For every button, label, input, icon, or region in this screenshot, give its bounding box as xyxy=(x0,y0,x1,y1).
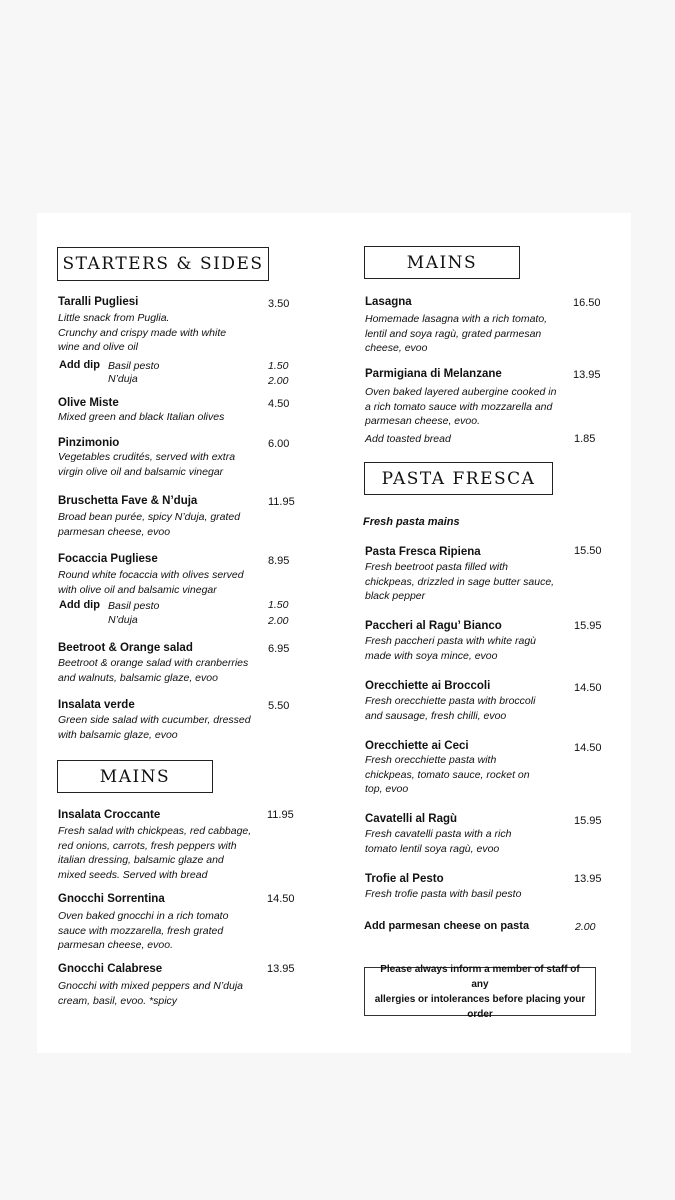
menu-item-name: Orecchiette ai Ceci xyxy=(365,740,469,752)
allergy-notice: Please always inform a member of staff of any allergies or intolerances before placing your order xyxy=(364,967,596,1016)
menu-item-description: Little snack from Puglia. Crunchy and crispy made with white wine and olive oil xyxy=(58,312,227,353)
menu-item-description: Green side salad with cucumber, dressed with balsamic glaze, evoo xyxy=(58,714,251,741)
menu-item-name: Olive Miste xyxy=(58,397,119,409)
menu-item-price: 14.50 xyxy=(574,742,602,754)
menu-item-description: Broad bean purée, spicy N’duja, grated parmesan cheese, evoo xyxy=(58,511,241,538)
dip-option: N’duja xyxy=(108,373,138,385)
dip-option: Basil pesto xyxy=(108,600,160,612)
dip-price: 2.00 xyxy=(268,375,289,387)
pasta-header: PASTA FRESCA xyxy=(364,462,553,495)
menu-item-description: Fresh cavatelli pasta with a rich tomato lentil soya ragù, evoo xyxy=(365,828,512,855)
dip-price: 1.50 xyxy=(268,360,289,372)
menu-item-name: Orecchiette ai Broccoli xyxy=(365,680,491,692)
menu-item-price: 11.95 xyxy=(268,496,295,508)
menu-item-description: Round white focaccia with olives served with olive oil and balsamic vinegar xyxy=(58,569,244,596)
menu-item-price: 6.95 xyxy=(268,643,290,655)
menu-item-name: Lasagna xyxy=(365,296,412,308)
dip-price: 2.00 xyxy=(268,615,289,627)
menu-item-name: Paccheri al Ragu’ Bianco xyxy=(365,620,502,632)
menu-item-price: 6.00 xyxy=(268,438,290,450)
menu-item-description: Gnocchi with mixed peppers and N’duja cream, basil, evoo. *spicy xyxy=(58,980,244,1007)
addon-bread-price: 1.85 xyxy=(574,433,596,445)
dip-option: Basil pesto xyxy=(108,360,160,372)
menu-item-price: 8.95 xyxy=(268,555,290,567)
dip-label: Add dip xyxy=(59,359,100,371)
menu-item-description: Fresh trofie pasta with basil pesto xyxy=(365,888,522,900)
menu-item-description: Homemade lasagna with a rich tomato, lentil and soya ragù, grated parmesan cheese, evoo xyxy=(365,313,548,354)
menu-item-description: Fresh beetroot pasta filled with chickpeas, drizzled in sage butter sauce, black pepper xyxy=(365,561,555,602)
menu-item-description: Oven baked gnocchi in a rich tomato sauce with mozzarella, fresh grated parmesan cheese, evoo. xyxy=(58,910,229,951)
menu-item-price: 15.95 xyxy=(574,815,602,827)
menu-item-name: Parmigiana di Melanzane xyxy=(365,368,502,380)
pasta-subtitle: Fresh pasta mains xyxy=(363,516,460,528)
dip-price: 1.50 xyxy=(268,599,289,611)
menu-item-name: Gnocchi Sorrentina xyxy=(58,893,165,905)
menu-item-price: 5.50 xyxy=(268,700,290,712)
menu-item-price: 13.95 xyxy=(573,369,601,381)
menu-item-price: 14.50 xyxy=(574,682,602,694)
addon-parmesan-price: 2.00 xyxy=(575,921,596,933)
dip-label: Add dip xyxy=(59,599,100,611)
menu-item-name: Beetroot & Orange salad xyxy=(58,642,193,654)
menu-item-description: Fresh salad with chickpeas, red cabbage, red onions, carrots, fresh peppers with italian dressing, balsamic glaze and mixed seeds. Served with bread xyxy=(58,825,252,881)
menu-item-description: Mixed green and black Italian olives xyxy=(58,411,225,423)
addon-bread-label: Add toasted bread xyxy=(365,433,451,445)
menu-item-price: 15.95 xyxy=(574,620,602,632)
menu-item-description: Fresh paccheri pasta with white ragù made with soya mince, evoo xyxy=(365,635,536,662)
menu-item-description: Beetroot & orange salad with cranberries and walnuts, balsamic glaze, evoo xyxy=(58,657,249,684)
mains-left-header: MAINS xyxy=(57,760,213,793)
menu-item-description: Fresh orecchiette pasta with chickpeas, tomato sauce, rocket on top, evoo xyxy=(365,754,530,795)
menu-item-name: Taralli Pugliesi xyxy=(58,296,139,308)
menu-item-name: Focaccia Pugliese xyxy=(58,553,158,565)
starters-header: STARTERS & SIDES xyxy=(57,247,269,281)
menu-item-description: Vegetables crudités, served with extra virgin olive oil and balsamic vinegar xyxy=(58,451,236,478)
menu-item-price: 4.50 xyxy=(268,398,290,410)
menu-item-name: Trofie al Pesto xyxy=(365,873,444,885)
menu-item-price: 13.95 xyxy=(574,873,602,885)
menu-item-description: Fresh orecchiette pasta with broccoli and sausage, fresh chilli, evoo xyxy=(365,695,536,722)
mains-right-header: MAINS xyxy=(364,246,520,279)
menu-item-name: Pinzimonio xyxy=(58,437,120,449)
menu-item-name: Pasta Fresca Ripiena xyxy=(365,546,481,558)
menu-item-name: Insalata verde xyxy=(58,699,135,711)
menu-item-price: 16.50 xyxy=(573,297,601,309)
menu-item-price: 15.50 xyxy=(574,545,602,557)
menu-item-price: 14.50 xyxy=(267,893,295,905)
menu-item-name: Gnocchi Calabrese xyxy=(58,963,163,975)
menu-item-price: 11.95 xyxy=(267,809,294,821)
menu-item-description: Oven baked layered aubergine cooked in a rich tomato sauce with mozzarella and parmesan cheese, evoo. xyxy=(365,386,557,427)
menu-item-price: 3.50 xyxy=(268,298,290,310)
menu-item-name: Cavatelli al Ragù xyxy=(365,813,458,825)
menu-item-name: Bruschetta Fave & N’duja xyxy=(58,495,198,507)
menu-item-name: Insalata Croccante xyxy=(58,809,161,821)
menu-item-price: 13.95 xyxy=(267,963,295,975)
dip-option: N’duja xyxy=(108,614,138,626)
addon-parmesan-label: Add parmesan cheese on pasta xyxy=(364,920,530,932)
